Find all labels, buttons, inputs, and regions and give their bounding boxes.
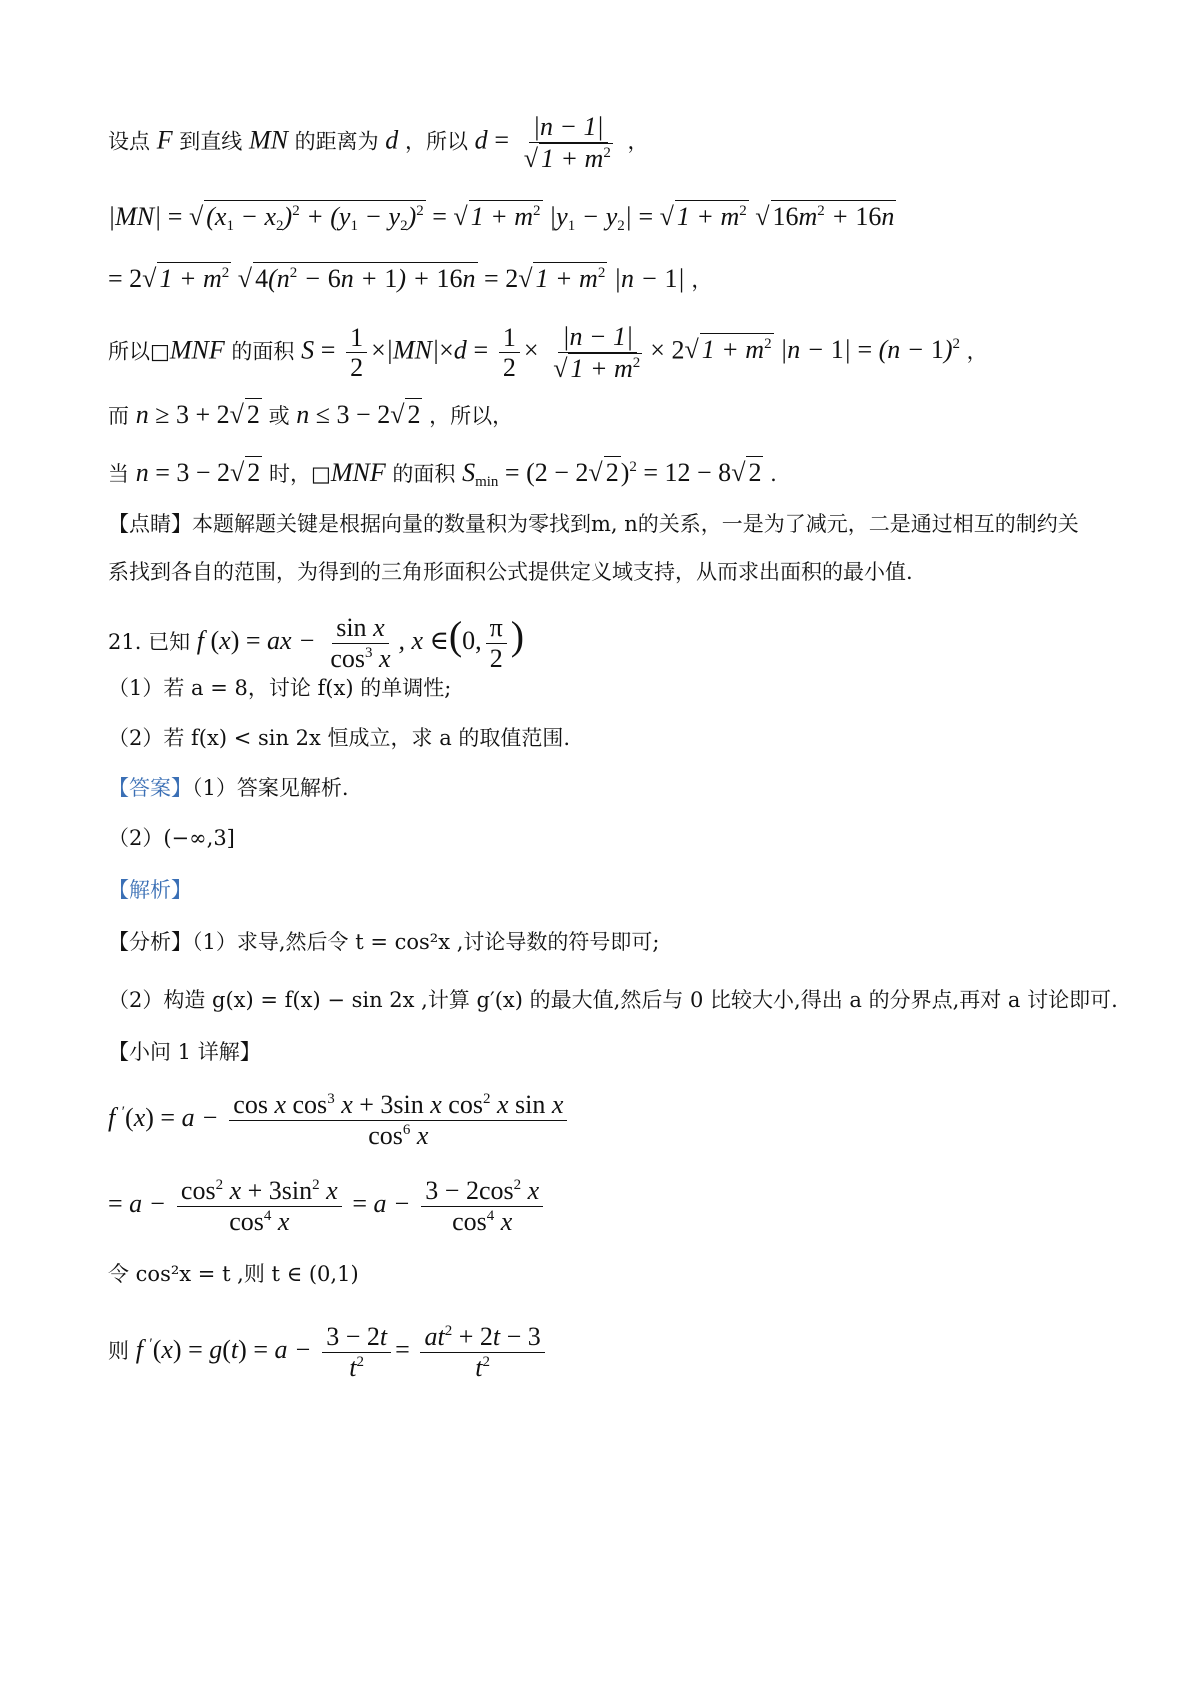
analysis-line-1: 【分析】（1）求导,然后令 t = cos²x ,讨论导数的符号即可; [108, 930, 660, 954]
min-area-line: 当 n = 3 − 2√ 2 时，□MNF 的面积 $S_{min} = (2 - 2√$ 2)$^2$ = 12 − 8√ 2 . [108, 456, 777, 491]
key-point-line-2: 系找到各自的范围，为得到的三角形面积公式提供定义域支持，从而求出面积的最小值. [108, 560, 913, 584]
distance-line: 设点 F 到直线 MN 的距离为 d ，所以 d = |n − 1| √ $1 + m^2$ ， [108, 112, 649, 174]
subquestion-1-heading: 【小问 1 详解】 [108, 1040, 261, 1064]
key-point-line-1: 【点睛】本题解题关键是根据向量的数量积为零找到m, n的关系，一是为了减元，二是通过相互的制约关 [108, 512, 1079, 536]
answer-tag: 【答案】 [108, 776, 192, 800]
analysis-tag: 【解析】 [108, 878, 192, 902]
question-21: 21. 已知 f (x) = ax − $\frac{\text{sin x}}{\cos^3 x}$ , x ∈(0, $\frac{\pi}{2}$ ) [108, 613, 525, 673]
mn-length-cont: = 2√ $1 + m^2$ √ $4(n^2 - 6n + 1) + 16n = 2√$ $1 + m^2$ |n − 1| ， [108, 262, 712, 294]
derivative-line-3: 则 f ′(x) = g(t) = a − $\frac{3 - 2t}{t^2}$ = $\frac{at^2 + 2t - 3}{t^2}$ [108, 1322, 549, 1383]
answer-1: （1）答案见解析. [192, 776, 349, 800]
derivative-line-1: f ′(x) = a − $\frac{\cos x \cos^3 x + 3\sin x \cos^2 x \sin x}{\cos^6 x}$ [108, 1090, 571, 1151]
answer-2: （2）(−∞,3] [108, 826, 235, 850]
analysis-line-2: （2）构造 g(x) = f(x) − sin 2x ,计算 g′(x) 的最大值,然后与 0 比较大小,得出 a 的分界点,再对 a 讨论即可. [108, 988, 1118, 1012]
area-line: 所以□MNF 的面积 S = $\frac{1}{2}$ ×|MN|×d = $\frac{1}{2}$ × |n − 1| √ $1 + m^2$ × 2√ $1 + m^2$ $|n - 1| = (n - 1)^2$ ， [108, 322, 988, 384]
mn-length-line: |MN| = √ $(x_1 - x_2)^2 + (y_1 - y_2)^2$ = √ $1 + m^2$ $|y_1 - y_2|$ = √ $1 + m^2$ √ $16m^2 + 16n$ [108, 200, 896, 235]
answer-line [108, 776, 349, 801]
question-21-part-1: （1）若 a = 8，讨论 f(x) 的单调性; [108, 676, 452, 700]
question-21-part-2: （2）若 f(x) < sin 2x 恒成立，求 a 的取值范围. [108, 726, 571, 750]
n-range-line: 而 n ≥ 3 + 2√ 2 或 n ≤ 3 − 2√ 2 ，所以， [108, 398, 513, 430]
substitution-line: 令 cos²x = t ,则 t ∈ (0,1) [108, 1262, 359, 1286]
derivative-line-2: = a − $\frac{\cos^2 x + 3\sin^2 x}{\cos^4 x}$ = a − $\frac{3 - 2\cos^2 x}{\cos^4 x}$ [108, 1176, 547, 1237]
